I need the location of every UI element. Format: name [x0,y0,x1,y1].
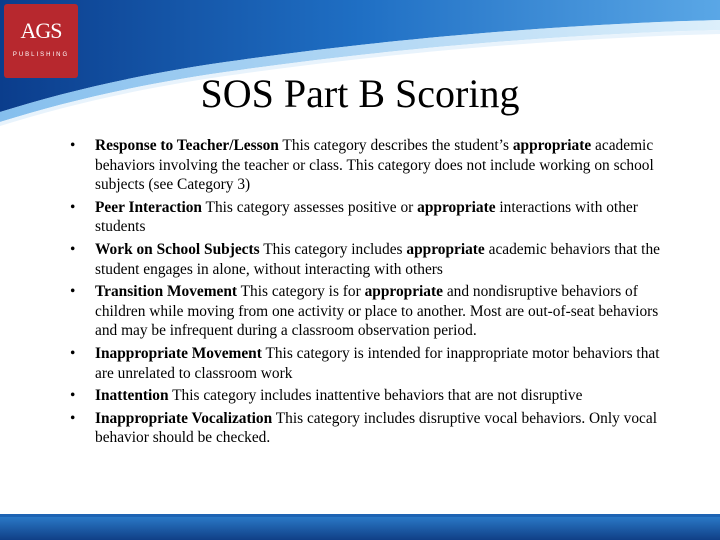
category-term: Inappropriate Movement [95,344,262,362]
description-text: and nondisruptive behaviors of children while moving from one activity or place to another. Most are out-of-seat behaviors and may be infrequent during a classroom observation period. [95,283,659,340]
list-item [70,136,670,195]
category-term: Response to Teacher/Lesson [95,137,279,154]
emphasis-text: appropriate [364,283,443,301]
description-text: This category includes inattentive behaviors that are not disruptive [168,387,583,405]
list-item [70,344,670,383]
emphasis-text: appropriate [406,240,485,258]
slide-title: SOS Part B Scoring [200,71,520,116]
list-item [70,386,670,406]
ags-publishing-logo [4,4,78,78]
description-text: This category assesses positive or [201,198,418,216]
description-text: This category includes disruptive vocal behaviors. Only vocal behavior should be checked. [95,409,657,447]
description-text: This category is intended for inappropriate motor behaviors that are unrelated to classroom work [95,344,660,382]
bullet-icon: • [70,240,76,258]
list-item [70,198,670,237]
description-text: academic behaviors that the student engages in alone, without interacting with others [95,240,660,278]
bullet-icon: • [70,198,76,216]
category-term: Inattention [95,387,169,405]
category-term: Work on School Subjects [95,240,260,258]
category-term: Transition Movement [95,283,238,301]
logo-sub-text: PUBLISHING [12,52,70,58]
category-term: Inappropriate Vocalization [95,409,273,427]
bullet-icon: • [70,137,76,154]
list-item [70,282,670,341]
description-text: academic behaviors involving the teacher or class. This category does not include working on school subjects (see Category 3) [95,137,654,194]
emphasis-text: appropriate [512,137,592,154]
description-text: This category is for [237,283,365,301]
list-item [70,409,670,448]
bullet-icon: • [70,283,76,301]
footer-band [0,517,720,540]
bullet-list [70,136,670,451]
emphasis-text: appropriate [417,198,496,216]
logo-main-text: AGS [20,18,62,43]
category-term: Peer Interaction [95,198,202,216]
bullet-icon: • [70,409,76,427]
description-text: This category includes [259,240,407,258]
description-text: This category describes the student’s [278,137,513,154]
bullet-icon: • [70,387,76,405]
list-item [70,240,670,279]
description-text: interactions with other students [95,198,638,236]
bullet-icon: • [70,344,76,362]
